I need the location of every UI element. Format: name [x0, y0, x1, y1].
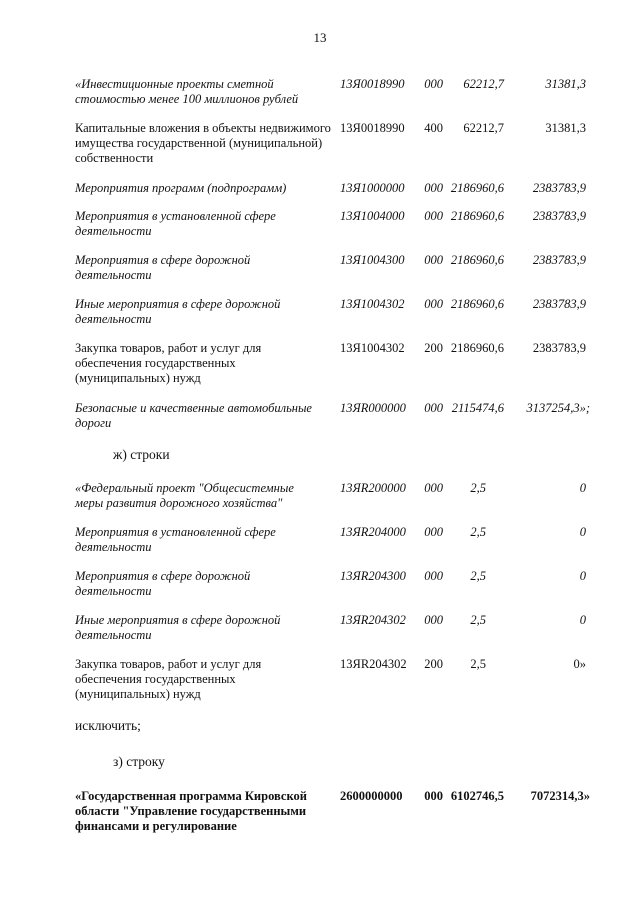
row-name: Мероприятия программ (подпрограмм) — [75, 181, 287, 195]
row-name: Капитальные вложения в объекты недвижимого имущества государственной (муниципальной) собственности — [75, 121, 331, 165]
row-kvr: 000 — [424, 297, 443, 311]
row-code: 13Я1004302 — [340, 297, 405, 311]
row-name: Иные мероприятия в сфере дорожной деятельности — [75, 297, 281, 326]
row-value-2: 2383783,9 — [532, 341, 586, 355]
page-number: 13 — [313, 30, 327, 45]
row-name: Безопасные и качественные автомобильные дороги — [75, 401, 312, 430]
row-name: Закупка товаров, работ и услуг для обеспечения государственных (муниципальных) нужд — [75, 657, 262, 701]
row-value-1: 2186960,6 — [450, 253, 504, 267]
row-kvr: 000 — [424, 77, 443, 91]
row-value-1: 2115474,6 — [451, 401, 504, 415]
row-kvr: 000 — [424, 789, 443, 803]
row-value-1: 2,5 — [470, 569, 486, 583]
exclude-text: исключить; — [75, 718, 141, 733]
row-value-1: 2,5 — [470, 613, 486, 627]
row-value-1: 2186960,6 — [450, 341, 504, 355]
row-kvr: 000 — [424, 613, 443, 627]
row-kvr: 000 — [424, 401, 443, 415]
row-value-1: 2,5 — [470, 657, 486, 671]
row-value-2: 0» — [573, 657, 586, 671]
row-value-1: 2186960,6 — [450, 181, 504, 195]
row-kvr: 000 — [424, 569, 443, 583]
row-kvr: 000 — [424, 481, 443, 495]
row-code: 2600000000 — [340, 789, 403, 803]
row-name: Мероприятия в установленной сфере деятельности — [75, 209, 276, 238]
row-kvr: 200 — [424, 341, 443, 355]
row-value-1: 2186960,6 — [450, 209, 504, 223]
row-value-2: 2383783,9 — [532, 297, 586, 311]
row-name: «Государственная программа Кировской области "Управление государственными финансами и регулирование — [75, 789, 307, 833]
row-name: Закупка товаров, работ и услуг для обеспечения государственных (муниципальных) нужд — [75, 341, 262, 385]
row-kvr: 000 — [424, 253, 443, 267]
row-value-2: 3137254,3»; — [526, 401, 590, 415]
row-code: 13Я1004302 — [340, 341, 405, 355]
row-code: 13ЯR204302 — [340, 657, 407, 671]
row-kvr: 400 — [424, 121, 443, 135]
row-value-1: 2186960,6 — [450, 297, 504, 311]
row-kvr: 000 — [424, 525, 443, 539]
row-value-2: 2383783,9 — [532, 253, 586, 267]
row-kvr: 000 — [424, 209, 443, 223]
row-code: 13Я1004300 — [340, 253, 405, 267]
row-value-2: 7072314,3» — [530, 789, 590, 803]
row-value-2: 0 — [579, 569, 586, 583]
row-name: Иные мероприятия в сфере дорожной деятельности — [75, 613, 281, 642]
row-code: 13Я0018990 — [340, 77, 405, 91]
row-code: 13ЯR204300 — [340, 569, 406, 583]
row-value-1: 62212,7 — [463, 121, 504, 135]
row-name: «Инвестиционные проекты сметной стоимостью менее 100 миллионов рублей — [75, 77, 299, 106]
row-value-2: 0 — [579, 613, 586, 627]
row-name: «Федеральный проект "Общесистемные меры развития дорожного хозяйства" — [75, 481, 294, 510]
row-code: 13Я1004000 — [340, 209, 405, 223]
row-code: 13ЯR204302 — [340, 613, 406, 627]
row-value-1: 6102746,5 — [450, 789, 504, 803]
row-value-2: 2383783,9 — [532, 209, 586, 223]
row-value-2: 0 — [579, 481, 586, 495]
row-code: 13Я1000000 — [340, 181, 405, 195]
row-value-2: 31381,3 — [545, 77, 586, 91]
row-code: 13ЯR000000 — [340, 401, 406, 415]
section-heading: ж) строки — [113, 447, 170, 462]
row-value-2: 0 — [579, 525, 586, 539]
row-name: Мероприятия в сфере дорожной деятельности — [75, 253, 251, 282]
row-value-1: 2,5 — [470, 525, 486, 539]
row-code: 13Я0018990 — [340, 121, 405, 135]
row-value-1: 62212,7 — [463, 77, 504, 91]
row-code: 13ЯR204000 — [340, 525, 406, 539]
row-name: Мероприятия в сфере дорожной деятельности — [75, 569, 251, 598]
row-kvr: 000 — [424, 181, 443, 195]
section-heading: з) строку — [113, 754, 165, 769]
row-code: 13ЯR200000 — [340, 481, 406, 495]
row-value-1: 2,5 — [470, 481, 486, 495]
row-value-2: 2383783,9 — [532, 181, 586, 195]
row-name: Мероприятия в установленной сфере деятельности — [75, 525, 276, 554]
row-kvr: 200 — [424, 657, 443, 671]
row-value-2: 31381,3 — [545, 121, 586, 135]
